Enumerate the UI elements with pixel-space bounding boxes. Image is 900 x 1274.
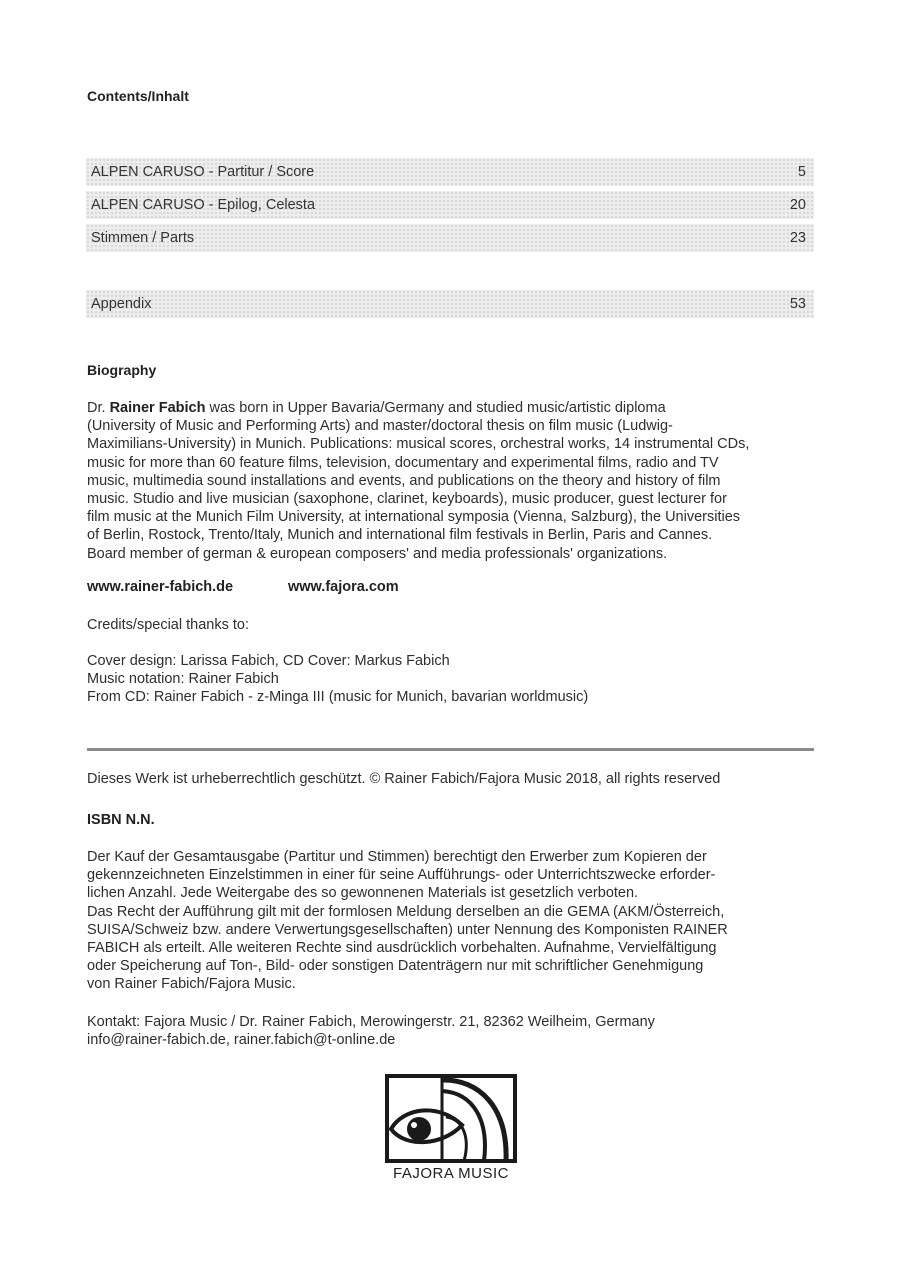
biography-line: Maximilians-University) in Munich. Publications: musical scores, orchestral works, 14 instrumental CDs, <box>87 436 750 453</box>
credits-line: From CD: Rainer Fabich - z-Minga III (music for Munich, bavarian worldmusic) <box>87 689 589 706</box>
website-link[interactable]: www.rainer-fabich.de <box>87 579 234 595</box>
credits-heading: Credits/special thanks to: <box>87 617 249 633</box>
biography-line <box>87 399 815 417</box>
rights-line: lichen Anzahl. Jede Weitergabe des so gewonnenen Materials ist gesetzlich verboten. <box>87 885 639 902</box>
biography-line: film music at the Munich Film University, at international symposia (Vienna, Salzburg), the Universities <box>87 509 741 526</box>
biography-line: music for more than 60 feature films, television, documentary and experimental films, radio and TV <box>87 454 719 471</box>
rights-text <box>87 848 815 994</box>
rights-line: FABICH als erteilt. Alle weiteren Rechte sind ausdrücklich vorbehalten. Aufnahme, Vervielfältigung <box>87 940 717 957</box>
toc-row[interactable] <box>86 224 814 252</box>
contents-heading: Contents/Inhalt <box>87 88 189 104</box>
biography-heading: Biography <box>87 362 157 378</box>
toc-label: Stimmen / Parts <box>91 230 195 246</box>
rights-line: von Rainer Fabich/Fajora Music. <box>87 976 296 993</box>
toc-page: 53 <box>789 296 806 312</box>
toc-page: 5 <box>797 164 806 180</box>
credits-line: Cover design: Larissa Fabich, CD Cover: Markus Fabich <box>87 653 450 669</box>
rights-line: Das Recht der Aufführung gilt mit der formlosen Meldung derselben an die GEMA (AKM/Österreich, <box>87 903 725 920</box>
copyright-notice: Dieses Werk ist urheberrechtlich geschützt. © Rainer Fabich/Fajora Music 2018, all rights reserved <box>87 771 721 787</box>
isbn-label: ISBN N.N. <box>87 812 155 828</box>
toc-label: ALPEN CARUSO - Partitur / Score <box>91 164 315 180</box>
rights-line: SUISA/Schweiz bzw. andere Verwertungsgesellschaften) unter Nennung des Komponisten RAINER <box>87 921 728 938</box>
toc-row[interactable] <box>86 290 814 318</box>
biography-prefix: Dr. <box>87 400 110 416</box>
credits-list <box>87 652 815 707</box>
biography-line-text: was born in Upper Bavaria/Germany and studied music/artistic diploma <box>205 400 666 416</box>
divider <box>87 748 814 751</box>
rights-line: oder Speicherung auf Ton-, Bild- oder sonstigen Datenträgern nur mit schriftlicher Genehmigung <box>87 958 704 975</box>
logo-text: FAJORA MUSIC <box>392 1165 510 1182</box>
biography-line: music. Studio and live musician (saxophone, clarinet, keyboards), music producer, guest lecturer for <box>87 491 727 508</box>
rights-line: gekennzeichneten Einzelstimmen in einer für seine Aufführungs- oder Unterrichtszwecke erforder- <box>87 867 716 884</box>
toc-row[interactable] <box>86 191 814 219</box>
rights-line: Der Kauf der Gesamtausgabe (Partitur und Stimmen) berechtigt den Erwerber zum Kopieren der <box>87 849 707 865</box>
biography-line: of Berlin, Rostock, Trento/Italy, Munich and international film festivals in Berlin, Paris and Cannes. <box>87 527 713 544</box>
toc-row[interactable] <box>86 158 814 186</box>
biography-name: Rainer Fabich <box>109 400 206 416</box>
biography-line: music, multimedia sound installations and events, and publications on the theory and history of film <box>87 472 721 489</box>
contact-text <box>87 1013 815 1049</box>
biography-line: Board member of german & european composers' and media professionals' organizations. <box>87 545 668 562</box>
contact-line: Kontakt: Fajora Music / Dr. Rainer Fabich, Merowingerstr. 21, 82362 Weilheim, Germany <box>87 1014 655 1030</box>
credits-line: Music notation: Rainer Fabich <box>87 671 279 688</box>
biography-line: (University of Music and Performing Arts) and master/doctoral thesis on film music (Ludwig- <box>87 418 673 435</box>
toc-page: 23 <box>789 230 806 246</box>
contact-line[interactable]: info@rainer-fabich.de, rainer.fabich@t-online.de <box>87 1032 396 1049</box>
website-link[interactable]: www.fajora.com <box>288 579 399 595</box>
toc-label: Appendix <box>91 296 152 312</box>
biography-text <box>87 399 815 563</box>
toc-label: ALPEN CARUSO - Epilog, Celesta <box>91 197 316 213</box>
toc-page: 20 <box>789 197 806 213</box>
